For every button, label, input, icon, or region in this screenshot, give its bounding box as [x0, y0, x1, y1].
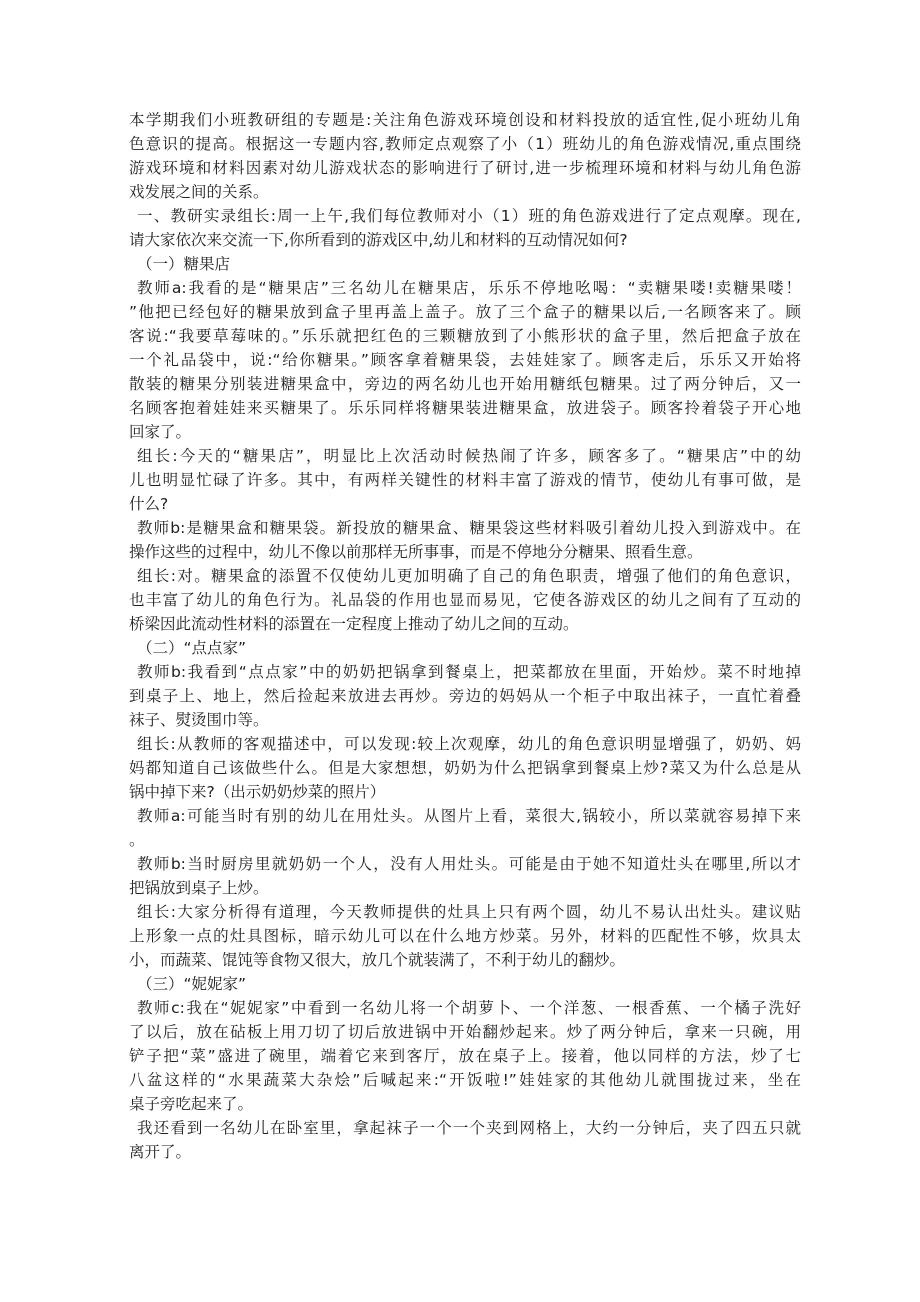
text-line: 上形象一点的灶具图标，暗示幼儿可以在什么地方炒菜。另外，材料的匹配性不够，炊具太 [129, 927, 801, 945]
paragraph [129, 996, 801, 1116]
text-line: 教师b:当时厨房里就奶奶一个人，没有人用灶头。可能是由于她不知道灶头在哪里,所以才 [137, 855, 801, 873]
text-line: 教师b:我看到“点点家”中的奶奶把锅拿到餐桌上，把菜都放在里面，开始炒。菜不时地掉 [137, 663, 801, 681]
text-line: 到桌子上、地上，然后捡起来放进去再炒。旁边的妈妈从一个柜子中取出袜子，一直忙着叠 [129, 687, 801, 705]
text-line: 一、教研实录组长:周一上午,我们每位教师对小（1）班的角色游戏进行了定点观摩。现在, [137, 207, 801, 225]
paragraph [129, 444, 801, 516]
text-line: 组长:今天的“糖果店”，明显比上次活动时候热闹了许多，顾客多了。“糖果店”中的幼 [137, 447, 801, 465]
paragraph [129, 276, 801, 444]
paragraph [129, 804, 801, 852]
text-line: 了以后，放在砧板上用刀切了切后放进锅中开始翻炒起来。炒了两分钟后，拿来一只碗，用 [129, 1023, 801, 1041]
paragraph [129, 564, 801, 636]
paragraph [129, 852, 801, 900]
paragraph [129, 660, 801, 732]
text-line: 组长:大家分析得有道理，今天教师提供的灶具上只有两个圆，幼儿不易认出灶头。建议贴 [137, 903, 801, 921]
paragraph [129, 636, 801, 660]
text-line: 一个礼品袋中，说:“给你糖果。”顾客拿着糖果袋，去娃娃家了。顾客走后，乐乐又开始将 [129, 351, 801, 369]
text-line: 操作这些的过程中，幼儿不像以前那样无所事事，而是不停地分分糖果、照看生意。 [129, 543, 703, 561]
text-line: 我还看到一名幼儿在卧室里，拿起袜子一个一个夹到网格上，大约一分钟后，夹了四五只就 [137, 1119, 801, 1137]
text-line: 教师a:可能当时有别的幼儿在用灶头。从图片上看，菜很大,锅较小，所以菜就容易掉下来 [137, 807, 801, 825]
text-line: 离开了。 [129, 1143, 192, 1161]
text-line: 。 [129, 831, 145, 849]
text-line: ”他把已经包好的糖果放到盒子里再盖上盖子。放了三个盒子的糖果以后,一名顾客来了。顾 [129, 303, 801, 321]
text-line: 儿也明显忙碌了许多。其中，有两样关键性的材料丰富了游戏的情节，使幼儿有事可做，是 [129, 471, 801, 489]
paragraph [129, 516, 801, 564]
text-line: 本学期我们小班教研组的专题是:关注角色游戏环境创设和材料投放的适宜性,促小班幼儿角 [129, 111, 801, 129]
text-line: 教师a:我看的是“糖果店”三名幼儿在糖果店，乐乐不停地吆喝：“卖糖果喽!卖糖果喽！ [137, 279, 801, 297]
paragraph [129, 252, 801, 276]
text-line: 散装的糖果分别装进糖果盒中，旁边的两名幼儿也开始用糖纸包糖果。过了两分钟后，又一 [129, 375, 801, 393]
text-line: 戏发展之间的关系。 [129, 183, 269, 201]
text-line: 教师c:我在“妮妮家”中看到一名幼儿将一个胡萝卜、一个洋葱、一根香蕉、一个橘子洗好 [137, 999, 801, 1017]
text-line: 游戏环境和材料因素对幼儿游戏状态的影响进行了研讨,进一步梳理环境和材料与幼儿角色游 [129, 159, 801, 177]
text-line: 桌子旁吃起来了。 [129, 1095, 254, 1113]
text-line: 教师b:是糖果盒和糖果袋。新投放的糖果盒、糖果袋这些材料吸引着幼儿投入到游戏中。在 [137, 519, 801, 537]
document-body [129, 108, 801, 1164]
text-line: 把锅放到桌子上炒。 [129, 879, 269, 897]
text-line: 桥梁因此流动性材料的添置在一定程度上推动了幼儿之间的互动。 [129, 615, 579, 633]
text-line: 铲子把“菜”盛进了碗里，端着它来到客厅，放在桌子上。接着，他以同样的方法，炒了七 [129, 1047, 801, 1065]
text-line: 组长:对。糖果盒的添置不仅使幼儿更加明确了自己的角色职责，增强了他们的角色意识， [137, 567, 801, 585]
paragraph [129, 732, 801, 804]
text-line: 袜子、熨烫围巾等。 [129, 711, 269, 729]
text-line: 八盆这样的“水果蔬菜大杂烩”后喊起来:“开饭啦!”娃娃家的其他幼儿就围拢过来，坐在 [129, 1071, 801, 1089]
text-line: 客说:“我要草莓味的。”乐乐就把红色的三颗糖放到了小熊形状的盒子里，然后把盒子放在 [129, 327, 801, 345]
text-line: （三）“妮妮家” [137, 975, 247, 993]
paragraph [129, 108, 801, 204]
text-line: 妈都知道自己该做些什么。但是大家想想，奶奶为什么把锅拿到餐桌上炒?菜又为什么总是从 [129, 759, 801, 777]
text-line: 请大家依次来交流一下,你所看到的游戏区中,幼儿和材料的互动情况如何? [129, 231, 628, 249]
text-line: 小，而蔬菜、馄饨等食物又很大，放几个就装满了，不利于幼儿的翻炒。 [129, 951, 626, 969]
text-line: 也丰富了幼儿的角色行为。礼品袋的作用也显而易见，它使各游戏区的幼儿之间有了互动的 [129, 591, 801, 609]
text-line: 锅中掉下来?（出示奶奶炒菜的照片） [129, 783, 386, 801]
paragraph [129, 1116, 801, 1164]
text-line: 色意识的提高。根据这一专题内容,教师定点观察了小（1）班幼儿的角色游戏情况,重点围绕 [129, 135, 801, 153]
text-line: 组长:从教师的客观描述中，可以发现:较上次观摩，幼儿的角色意识明显增强了，奶奶、妈 [137, 735, 801, 753]
paragraph [129, 972, 801, 996]
text-line: （一）糖果店 [137, 255, 231, 273]
text-line: 什么? [129, 495, 169, 513]
text-line: 名顾客抱着娃娃来买糖果了。乐乐同样将糖果装进糖果盒，放进袋子。顾客拎着袋子开心地 [129, 399, 801, 417]
paragraph [129, 900, 801, 972]
text-line: 回家了。 [129, 423, 192, 441]
paragraph [129, 204, 801, 252]
text-line: （二）“点点家” [137, 639, 247, 657]
